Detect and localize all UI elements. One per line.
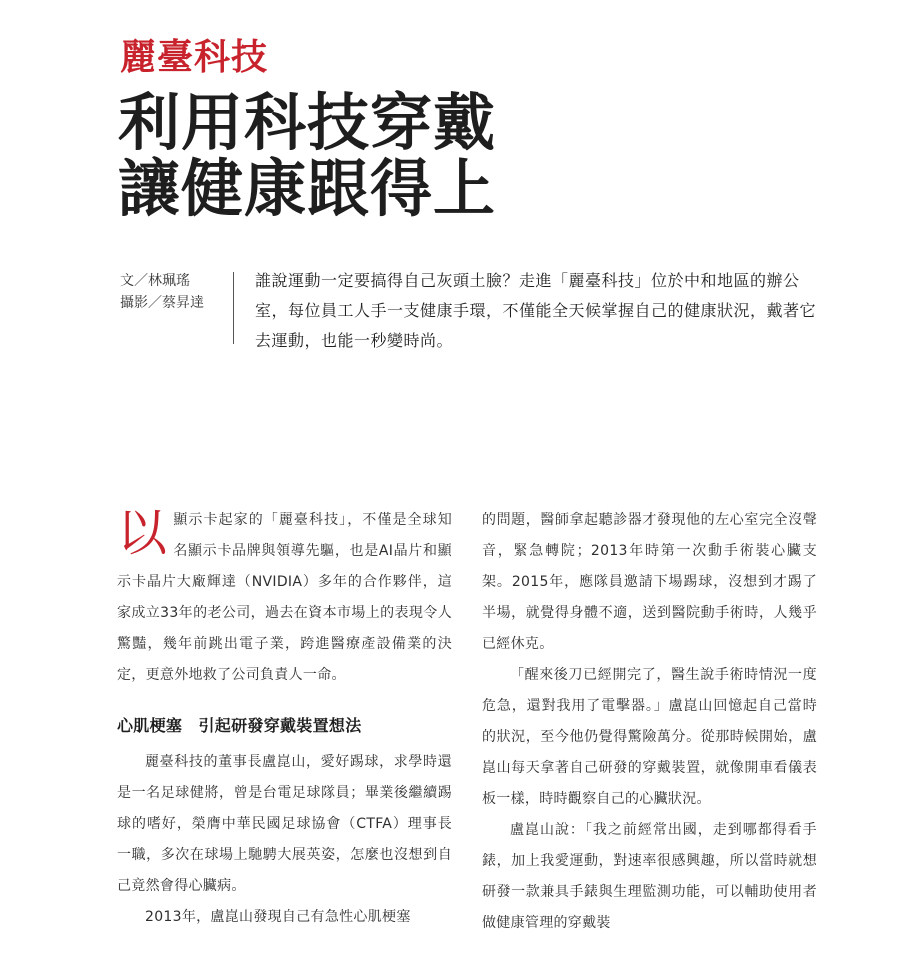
body-paragraph: 盧崑山說：「我之前經常出國，走到哪都得看手錶，加上我愛運動，對速率很感興趣，所以當時就想研發一款兼具手錶與生理監測功能，可以輔助使用者做健康管理的穿戴裝	[482, 822, 817, 931]
lead-divider	[233, 272, 234, 344]
byline-photographer: 攝影／蔡昇達	[120, 295, 204, 311]
subheading: 心肌梗塞 引起研發穿戴裝置想法	[117, 716, 362, 735]
body-paragraph: 的問題，醫師拿起聽診器才發現他的左心室完全沒聲音，緊急轉院；2013年時第一次動手術裝心臟支架。2015年，應隊員邀請下場踢球，沒想到才踢了半場，就覺得身體不適，送到醫院動手術時，人幾乎已經休克。	[482, 512, 817, 652]
body-paragraph: 「醒來後刀已經開完了，醫生說手術時情況一度危急，還對我用了電擊器。」盧崑山回憶起自己當時的狀況，至今他仍覺得驚險萬分。從那時候開始，盧崑山每天拿著自己研發的穿戴裝置，就像開車看儀表板一樣，時時觀察自己的心臟狀況。	[482, 667, 817, 807]
section-tag: 麗臺科技	[120, 37, 269, 78]
headline-line-1: 利用科技穿戴	[118, 86, 497, 159]
byline	[120, 270, 204, 314]
drop-cap: 以	[117, 504, 168, 562]
lead-paragraph: 誰說運動一定要搞得自己灰頭土臉？走進「麗臺科技」位於中和地區的辦公室，每位員工人手一支健康手環，不僅能全天候掌握自己的健康狀況，戴著它去運動，也能一秒變時尚。	[255, 271, 817, 350]
byline-author: 文／林珮瑤	[120, 273, 190, 289]
headline-line-2: 讓健康跟得上	[118, 152, 497, 225]
body-paragraph: 麗臺科技的董事長盧崑山，愛好踢球，求學時還是一名足球健將，曾是台電足球隊員；畢業後繼續踢球的嗜好，榮膺中華民國足球協會（CTFA）理事長一職，多次在球場上馳騁大展英姿，怎麼也沒想到自己竟然會得心臟病。	[117, 754, 452, 894]
article-column-left	[117, 505, 452, 933]
article-column-right	[482, 505, 817, 939]
body-paragraph-text: 顯示卡起家的「麗臺科技」，不僅是全球知名顯示卡品牌與領導先驅，也是AI晶片和顯示卡晶片大廠輝達（NVIDIA）多年的合作夥伴，這家成立33年的老公司，過去在資本市場上的表現令人驚豔，幾年前跳出電子業，跨進醫療產設備業的決定，更意外地救了公司負責人一命。	[117, 512, 452, 683]
body-paragraph: 2013年，盧崑山發現自己有急性心肌梗塞	[145, 909, 411, 925]
headline	[118, 86, 497, 225]
body-paragraph	[117, 505, 452, 691]
